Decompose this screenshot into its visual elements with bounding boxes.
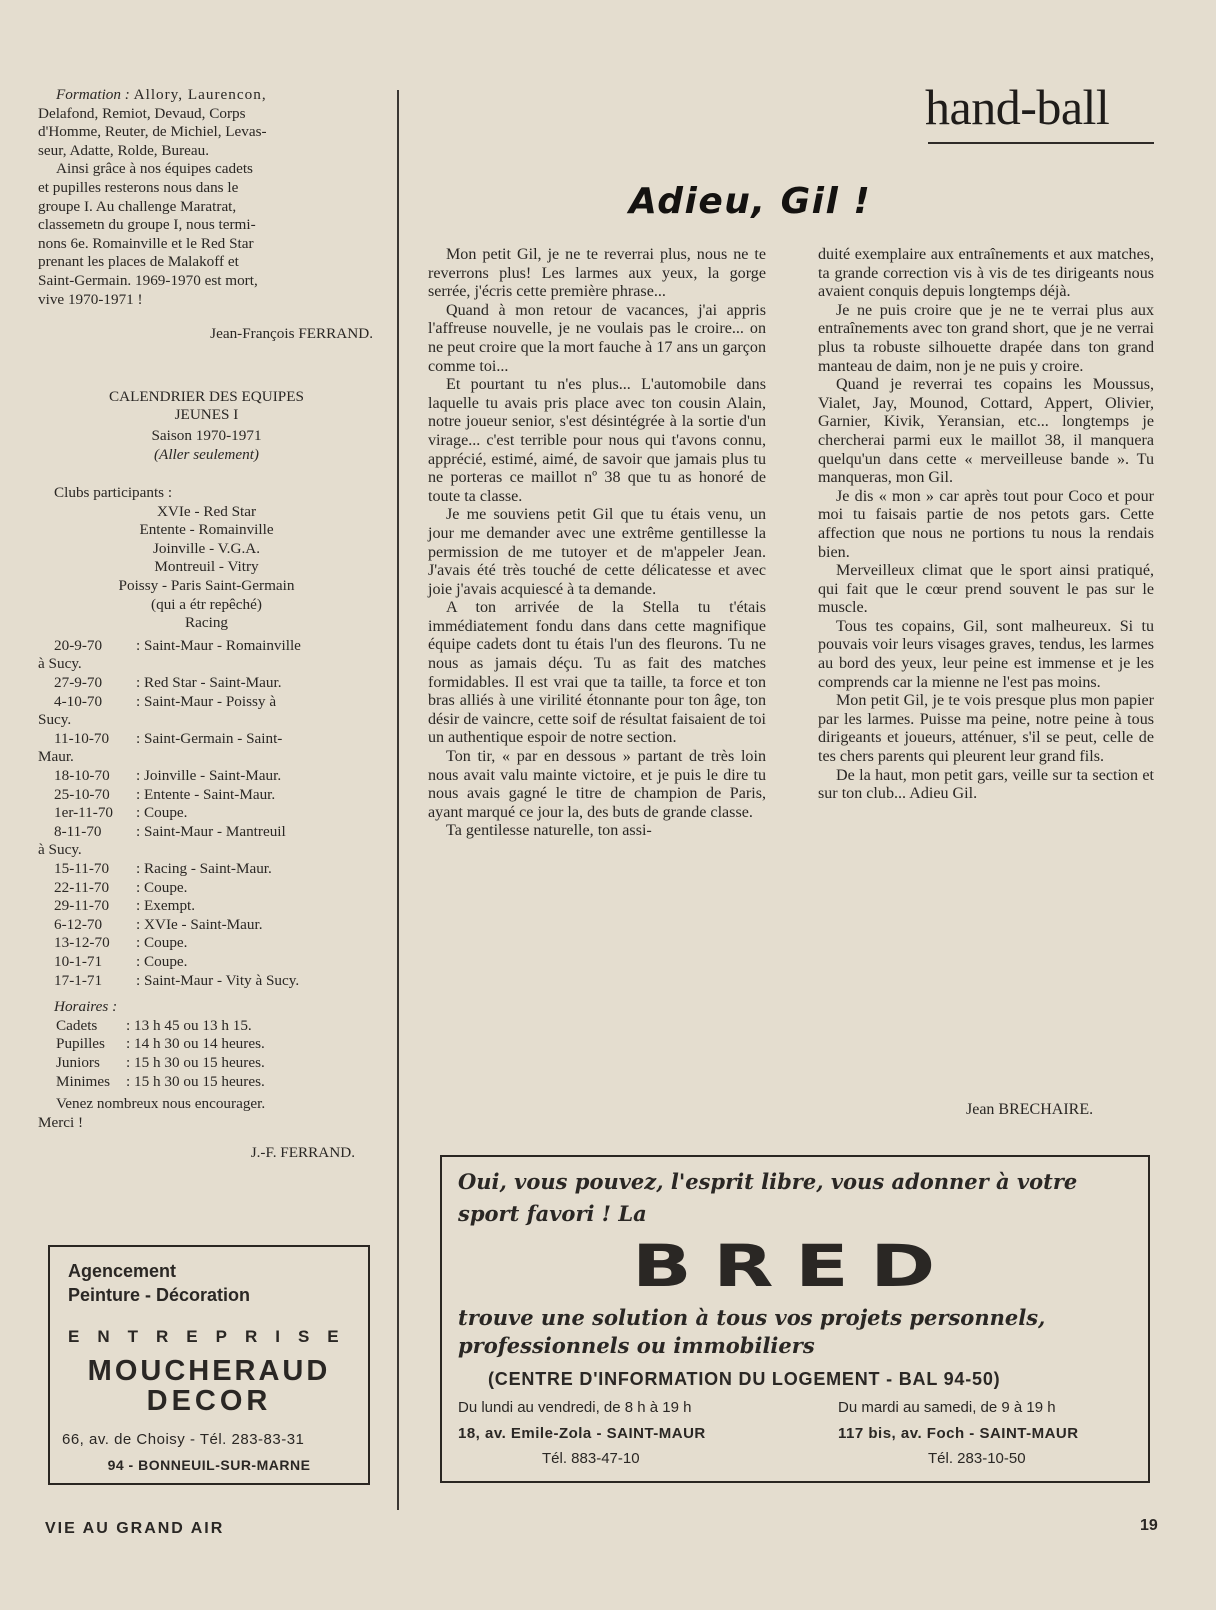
schedule-match: : Exempt.	[136, 897, 196, 915]
ad-bred	[440, 1155, 1150, 1483]
horaire-category: Minimes	[56, 1072, 111, 1090]
article-paragraph: Ton tir, « par en dessous » partant de très loin nous avait valu mainte victoire, et je puis le dire tu nous avais gagné le titre de champion de Paris, ayant marqué ce jour la, des buts de grande classe.	[428, 748, 766, 821]
article-paragraph: De la haut, mon petit gars, veille sur ta section et sur ton club... Adieu Gil.	[818, 766, 1154, 803]
schedule-row	[38, 916, 375, 935]
team-results-line: Ainsi grâce à nos équipes cadets	[56, 160, 253, 178]
article-paragraph: Mon petit Gil, je te vois presque plus mon papier par les larmes. Puisse ma peine, notre peine à tous dirigeants et joueurs, atténuer, s'il se peut, celle de tes chers parents qui pleurent leur grand fils.	[818, 692, 1154, 766]
schedule-date: 20-9-70	[54, 636, 103, 654]
schedule-match: : Saint-Maur - Vity à Sucy.	[136, 971, 300, 989]
aller-text: (Aller seulement)	[153, 445, 259, 463]
ad-name-moucheraud: MOUCHERAUD	[87, 1355, 331, 1387]
bred-left-tel: Tél. 883-47-10	[542, 1450, 640, 1467]
schedule-continuation: Maur.	[38, 748, 74, 766]
clubs-label: Clubs participants :	[54, 484, 173, 502]
horaires-text: Horaires :	[54, 998, 118, 1016]
club-item: (qui a étr repêché)	[151, 595, 262, 613]
article-paragraph: A ton arrivée de la Stella tu t'étais immédiatement fondu dans dans cette magnifique équipe cadets dont tu étais l'un des fleurons. Tu ne nous as jamais déçu. Tu as fait des matches formidables. Il est vrai que ta taille, ta force et ton bras alliés à une virilité étonnante pour ton âge, ton désir de vaincre, cette soif de résultat faisaient de toi un authentique espoir de notre section.	[428, 599, 766, 747]
article-signature: Jean BRECHAIRE.	[966, 1101, 1094, 1118]
schedule-date: 22-11-70	[54, 878, 110, 896]
bred-tagline-2: professionnels ou immobiliers	[458, 1333, 815, 1358]
schedule-row	[38, 804, 375, 823]
ad-moucheraud-address: 66, av. de Choisy - Tél. 283-83-31	[62, 1431, 305, 1448]
schedule-row	[38, 823, 375, 842]
schedule-row	[38, 860, 375, 879]
schedule-match: : Coupe.	[136, 934, 188, 952]
team-results-line: et pupilles resterons nous dans le	[38, 178, 239, 196]
schedule-row	[38, 953, 375, 972]
team-results-line: vive 1970-1971 !	[38, 290, 143, 308]
schedule-list	[38, 637, 375, 990]
formation-text	[38, 105, 375, 161]
closing-line: Venez nombreux nous encourager.	[56, 1095, 266, 1113]
schedule-match: : Saint-Maur - Poissy à	[136, 692, 277, 710]
ad-moucheraud	[48, 1245, 370, 1485]
schedule-match: : Coupe.	[136, 878, 188, 896]
bred-right-hours: Du mardi au samedi, de 9 à 19 h	[838, 1399, 1056, 1416]
horaire-time: : 14 h 30 ou 14 heures.	[126, 1035, 265, 1053]
schedule-date: 11-10-70	[54, 729, 110, 747]
schedule-row	[38, 637, 375, 656]
article-paragraph: Je ne puis croire que je ne te verrai plus aux entraînements avec ton grand short, que je ne verrai plus ta robuste silhouette drapée dans ton grand manteau de daim, non je ne puis y croire.	[818, 301, 1154, 375]
team-results-line: groupe I. Au challenge Maratrat,	[38, 197, 237, 215]
team-results-line: nons 6e. Romainville et le Red Star	[38, 234, 254, 252]
schedule-date: 15-11-70	[54, 859, 110, 877]
schedule-date: 29-11-70	[54, 897, 110, 915]
horaire-category: Pupilles	[56, 1035, 105, 1053]
schedule-row	[38, 693, 375, 712]
column-separator	[397, 90, 399, 1510]
team-results-paragraph	[38, 160, 375, 309]
bred-tagline-1: trouve une solution à tous vos projets personnels,	[458, 1305, 1046, 1330]
schedule-continuation: à Sucy.	[38, 655, 82, 673]
schedule-match: : Coupe.	[136, 804, 188, 822]
formation-line: d'Homme, Reuter, de Michiel, Levas-	[38, 123, 267, 141]
club-item: Montreuil - Vitry	[154, 558, 259, 576]
schedule-row	[38, 972, 375, 991]
bred-left-hours: Du lundi au vendredi, de 8 h à 19 h	[458, 1399, 692, 1416]
bred-left-address: 18, av. Emile-Zola - SAINT-MAUR	[458, 1425, 706, 1442]
ad-entreprise: ENTREPRISE	[68, 1327, 357, 1346]
schedule-row	[38, 897, 375, 916]
team-results-line: Saint-Germain. 1969-1970 est mort,	[38, 271, 258, 289]
schedule-match: : Red Star - Saint-Maur.	[136, 674, 282, 692]
schedule-match: : Saint-Maur - Mantreuil	[136, 822, 286, 840]
schedule-match: : Saint-Germain - Saint-	[136, 729, 283, 747]
club-item: Racing	[184, 614, 229, 632]
horaires-list	[38, 1017, 375, 1091]
schedule-date: 17-1-71	[54, 971, 103, 989]
formation-line: Delafond, Remiot, Devaud, Corps	[38, 104, 246, 122]
schedule-match: : Saint-Maur - Romainville	[136, 636, 301, 654]
article-paragraph: Mon petit Gil, je ne te reverrai plus, nous ne te reverrons plus! Les larmes aux yeux, la gorge serrée, j'écris cette première phrase...	[428, 246, 766, 301]
article-paragraph: duité exemplaire aux entraînements et aux matches, ta grande correction vis à vis de tes dirigeants nous avaient conquis depuis longtemps déjà.	[818, 246, 1154, 301]
schedule-date: 27-9-70	[54, 674, 103, 692]
article-paragraph: Je dis « mon » car après tout pour Coco et pour moi tu faisais partie de nos petots gars. Cette affection que nous ne portions tu nous la rendais bien.	[818, 487, 1154, 561]
schedule-date: 25-10-70	[54, 785, 110, 803]
horaire-time: : 13 h 45 ou 13 h 15.	[126, 1016, 252, 1034]
schedule-continuation: Sucy.	[38, 711, 72, 729]
bred-logo: BRED	[632, 1232, 957, 1300]
aller-label	[38, 446, 375, 465]
formation-line	[38, 86, 375, 105]
schedule-row	[38, 786, 375, 805]
signature-ferrand: Jean-François FERRAND.	[210, 325, 373, 343]
formation-names: Allory, Laurencon,	[133, 86, 267, 103]
horaire-time: : 15 h 30 ou 15 heures.	[126, 1072, 265, 1090]
article-title: Adieu, Gil !	[629, 181, 872, 222]
horaire-category: Juniors	[56, 1053, 100, 1071]
schedule-match: : Entente - Saint-Maur.	[136, 785, 276, 803]
bred-right-address: 117 bis, av. Foch - SAINT-MAUR	[838, 1425, 1079, 1442]
article-paragraph: Et pourtant tu n'es plus... L'automobile dans laquelle tu avais pris place avec ton cousin Alain, notre joueur senior, s'est désintégrée à la sortie d'un virage... c'est terrible pour nous qui t'avons connu, apprécié, estimé, aimé, de savoir que jamais plus tu ne porteras ce maillot nº 38 que tu as honoré de toute ta classe.	[428, 376, 766, 505]
formation-line: seur, Adatte, Rolde, Bureau.	[38, 141, 210, 159]
ad-moucheraud-city: 94 - BONNEUIL-SUR-MARNE	[107, 1457, 311, 1473]
schedule-continuation: à Sucy.	[38, 841, 82, 859]
clubs-list	[38, 503, 375, 633]
schedule-date: 8-11-70	[54, 822, 102, 840]
horaire-row	[38, 1073, 375, 1092]
article-paragraph: Quand à mon retour de vacances, j'ai appris l'affreuse nouvelle, je ne voulais pas le croire... on ne peut croire que la mort fauche à 17 ans un garçon comme toi...	[428, 301, 766, 375]
section-title: hand-ball	[925, 79, 1110, 135]
schedule-match: : XVIe - Saint-Maur.	[136, 915, 263, 933]
schedule-row	[38, 879, 375, 898]
schedule-match: : Racing - Saint-Maur.	[136, 859, 272, 877]
horaire-row	[38, 1054, 375, 1073]
ad-line-peinture: Peinture - Décoration	[68, 1285, 251, 1305]
calendar-subtitle: JEUNES I	[174, 406, 239, 424]
schedule-date: 4-10-70	[54, 692, 103, 710]
ad-line-agencement: Agencement	[68, 1261, 177, 1281]
horaire-time: : 15 h 30 ou 15 heures.	[126, 1053, 265, 1071]
horaire-category: Cadets	[56, 1016, 98, 1034]
calendar-title: CALENDRIER DES EQUIPES	[109, 387, 304, 405]
footer-magazine-name: VIE AU GRAND AIR	[45, 1520, 225, 1537]
schedule-date: 10-1-71	[54, 952, 103, 970]
schedule-match: : Joinville - Saint-Maur.	[136, 767, 282, 784]
article-paragraph: Quand je reverrai tes copains les Moussus, Vialet, Jay, Mounod, Cottard, Appert, Olivier, Garnier, Kivik, Yeransian, etc... longtemps je chercherai parmi eux le maillot 38, il manquera quelqu'un dans cette « merveilleuse bande ». Tu manqueras, mon Gil.	[818, 376, 1154, 487]
article-paragraph: Je me souviens petit Gil que tu étais venu, un jour me demander avec une extrême gentillesse la permission de me tutoyer et de m'appeler Jean. J'avais été très touché de cette délicatesse et avec joie j'avais acquiescé à ta demande.	[428, 506, 766, 598]
article-paragraph: Tous tes copains, Gil, sont malheureux. Si tu pouvais voir leurs visages graves, tendus, les larmes au bord des yeux, leur peine est immense et je les comprends car la mienne ne l'est pas moins.	[818, 617, 1154, 691]
club-item: Poissy - Paris Saint-Germain	[118, 577, 295, 595]
article-paragraph: Ta gentilesse naturelle, ton assi-	[446, 822, 652, 840]
schedule-date: 6-12-70	[54, 915, 103, 933]
schedule-date: 1er-11-70	[54, 804, 114, 822]
schedule-row	[38, 934, 375, 953]
bred-slogan-1: Oui, vous pouvez, l'esprit libre, vous adonner à votre	[458, 1169, 1078, 1194]
article-paragraph: Merveilleux climat que le sport ainsi pratiqué, qui fait que le cœur prend souvent le pas sur le muscle.	[818, 562, 1154, 617]
bred-centre: (CENTRE D'INFORMATION DU LOGEMENT - BAL 94-50)	[488, 1369, 1001, 1389]
team-results-line: classemetn du groupe I, nous termi-	[38, 216, 256, 234]
horaires-label	[38, 998, 375, 1017]
left-column	[38, 86, 375, 1163]
signature-jf-ferrand: J.-F. FERRAND.	[250, 1144, 355, 1162]
club-item: Joinville - V.G.A.	[152, 539, 261, 557]
horaire-row	[38, 1035, 375, 1054]
club-item: XVIe - Red Star	[156, 502, 257, 520]
horaire-row	[38, 1017, 375, 1036]
schedule-date: 13-12-70	[54, 934, 110, 952]
team-results-line: prenant les places de Malakoff et	[38, 253, 239, 271]
season-label: Saison 1970-1971	[151, 426, 262, 444]
formation-label: Formation :	[56, 86, 130, 103]
schedule-row	[38, 730, 375, 749]
page-number: 19	[1140, 1517, 1158, 1534]
schedule-row	[38, 674, 375, 693]
section-rule	[928, 142, 1154, 144]
ad-name-decor: DECOR	[146, 1385, 272, 1417]
article-column-middle	[428, 246, 766, 841]
schedule-row	[38, 767, 375, 786]
article-column-right	[818, 246, 1154, 804]
club-item: Entente - Romainville	[139, 521, 274, 539]
closing-merci: Merci !	[38, 1113, 84, 1131]
schedule-match: : Coupe.	[136, 952, 188, 970]
bred-right-tel: Tél. 283-10-50	[928, 1450, 1026, 1467]
schedule-date: 18-10-70	[54, 767, 110, 784]
bred-slogan-2: sport favori ! La	[458, 1201, 647, 1226]
